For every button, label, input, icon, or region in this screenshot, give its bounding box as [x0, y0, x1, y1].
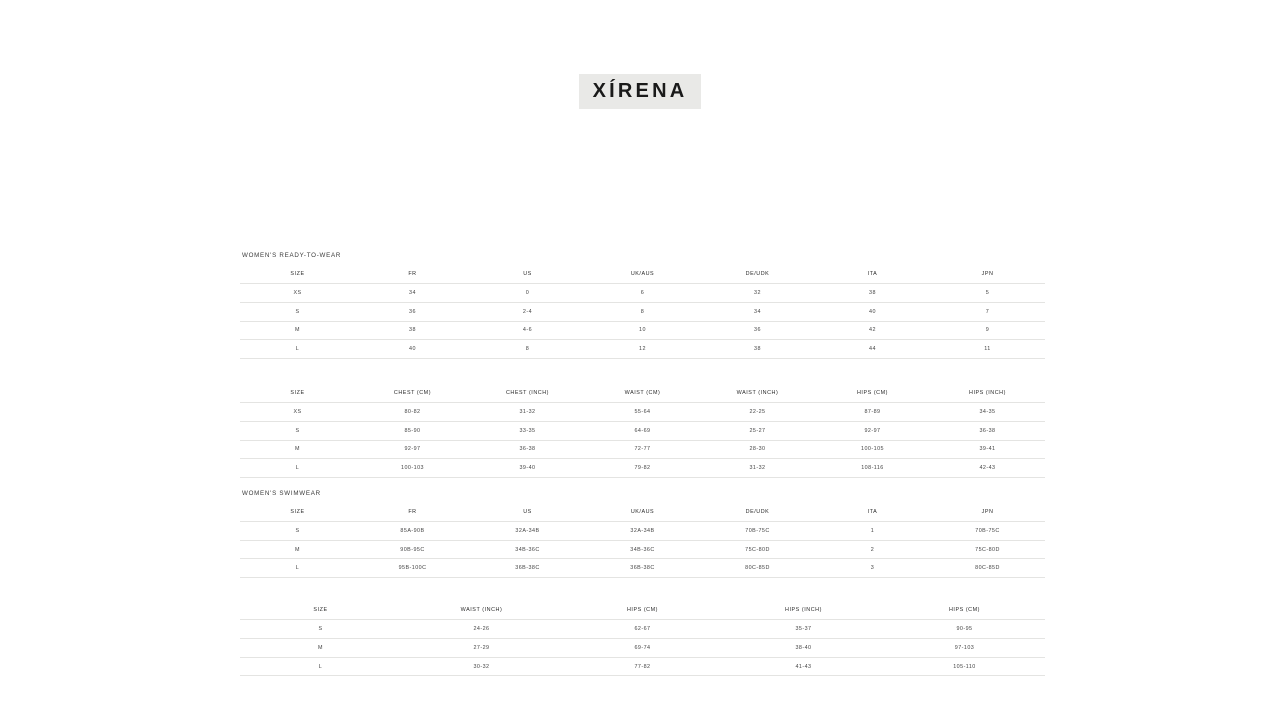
table-cell: 35-37: [723, 620, 884, 639]
table-cell: 36: [700, 321, 815, 340]
table-cell: M: [240, 540, 355, 559]
table-cell: 85-90: [355, 421, 470, 440]
column-header: SIZE: [240, 384, 355, 403]
table-cell: 34B-36C: [470, 540, 585, 559]
table-cell: 31-32: [700, 459, 815, 478]
table-cell: 90-95: [884, 620, 1045, 639]
table-cell: 38: [700, 340, 815, 359]
column-header: SIZE: [240, 601, 401, 620]
table-row: [240, 559, 1045, 578]
table-cell: 4-6: [470, 321, 585, 340]
table-cell: 95B-100C: [355, 559, 470, 578]
table-cell: 3: [815, 559, 930, 578]
table-cell: L: [240, 657, 401, 676]
table-cell: 39-40: [470, 459, 585, 478]
table-cell: 28-30: [700, 440, 815, 459]
table-row: [240, 540, 1045, 559]
table-cell: 72-77: [585, 440, 700, 459]
table-header-row: [240, 265, 1045, 284]
table-cell: 30-32: [401, 657, 562, 676]
table-cell: 105-110: [884, 657, 1045, 676]
table-cell: XS: [240, 284, 355, 303]
table-cell: M: [240, 321, 355, 340]
table-row: [240, 403, 1045, 422]
table-swim-measurements: [240, 601, 1045, 676]
section-womens-swimwear: [240, 490, 1045, 677]
table-cell: 80C-85D: [930, 559, 1045, 578]
table-cell: 34: [355, 284, 470, 303]
table-cell: 41-43: [723, 657, 884, 676]
table-header-row: [240, 503, 1045, 522]
table-cell: 2-4: [470, 302, 585, 321]
table-cell: 8: [470, 340, 585, 359]
table-cell: 42-43: [930, 459, 1045, 478]
table-header-row: [240, 384, 1045, 403]
table-cell: L: [240, 459, 355, 478]
column-header: ITA: [815, 503, 930, 522]
table-row: [240, 620, 1045, 639]
table-cell: 100-103: [355, 459, 470, 478]
table-cell: 90B-95C: [355, 540, 470, 559]
table-cell: 32: [700, 284, 815, 303]
table-cell: 31-32: [470, 403, 585, 422]
table-cell: 40: [355, 340, 470, 359]
column-header: WAIST (INCH): [401, 601, 562, 620]
column-header: US: [470, 503, 585, 522]
table-cell: XS: [240, 403, 355, 422]
table-cell: 100-105: [815, 440, 930, 459]
column-header: CHEST (INCH): [470, 384, 585, 403]
table-rtw-sizes: [240, 265, 1045, 359]
table-cell: 34-35: [930, 403, 1045, 422]
column-header: HIPS (INCH): [930, 384, 1045, 403]
table-cell: 79-82: [585, 459, 700, 478]
table-cell: 44: [815, 340, 930, 359]
table-cell: 36-38: [930, 421, 1045, 440]
table-cell: 62-67: [562, 620, 723, 639]
table-cell: 38: [815, 284, 930, 303]
table-cell: 38: [355, 321, 470, 340]
table-cell: 2: [815, 540, 930, 559]
column-header: JPN: [930, 503, 1045, 522]
brand-logo-container: [0, 74, 1280, 109]
table-cell: 97-103: [884, 639, 1045, 658]
table-cell: 11: [930, 340, 1045, 359]
section-spacer: [240, 478, 1045, 490]
column-header: DE/UDK: [700, 265, 815, 284]
table-cell: M: [240, 639, 401, 658]
table-swim-sizes: [240, 503, 1045, 578]
table-cell: S: [240, 302, 355, 321]
table-row: [240, 284, 1045, 303]
column-header: UK/AUS: [585, 265, 700, 284]
table-cell: 34B-36C: [585, 540, 700, 559]
table-row: [240, 340, 1045, 359]
table-row: [240, 657, 1045, 676]
table-cell: S: [240, 522, 355, 541]
column-header: JPN: [930, 265, 1045, 284]
table-cell: 24-26: [401, 620, 562, 639]
table-cell: S: [240, 421, 355, 440]
table-cell: 108-116: [815, 459, 930, 478]
table-cell: 87-89: [815, 403, 930, 422]
brand-logo: XÍRENA: [579, 74, 702, 109]
table-cell: 7: [930, 302, 1045, 321]
table-cell: 75C-80D: [700, 540, 815, 559]
table-row: [240, 321, 1045, 340]
column-header: FR: [355, 503, 470, 522]
table-cell: 34: [700, 302, 815, 321]
column-header: UK/AUS: [585, 503, 700, 522]
table-cell: 33-35: [470, 421, 585, 440]
table-cell: 55-64: [585, 403, 700, 422]
table-cell: 5: [930, 284, 1045, 303]
table-cell: 69-74: [562, 639, 723, 658]
column-header: DE/UDK: [700, 503, 815, 522]
table-cell: 39-41: [930, 440, 1045, 459]
table-cell: 36: [355, 302, 470, 321]
section-title: WOMEN'S SWIMWEAR: [242, 489, 321, 497]
table-row: [240, 421, 1045, 440]
table-row: [240, 459, 1045, 478]
column-header: CHEST (CM): [355, 384, 470, 403]
section-title: WOMEN'S READY-TO-WEAR: [242, 252, 342, 259]
table-rtw-measurements: [240, 384, 1045, 478]
table-cell: 27-29: [401, 639, 562, 658]
column-header: HIPS (CM): [562, 601, 723, 620]
table-cell: 92-97: [815, 421, 930, 440]
column-header: HIPS (INCH): [723, 601, 884, 620]
column-header: ITA: [815, 265, 930, 284]
table-cell: L: [240, 559, 355, 578]
table-cell: 32A-34B: [585, 522, 700, 541]
table-cell: 70B-75C: [700, 522, 815, 541]
table-cell: 12: [585, 340, 700, 359]
table-cell: 8: [585, 302, 700, 321]
table-row: [240, 639, 1045, 658]
table-cell: 10: [585, 321, 700, 340]
table-cell: 70B-75C: [930, 522, 1045, 541]
column-header: FR: [355, 265, 470, 284]
table-cell: L: [240, 340, 355, 359]
table-cell: 40: [815, 302, 930, 321]
table-cell: 64-69: [585, 421, 700, 440]
table-cell: S: [240, 620, 401, 639]
table-cell: 0: [470, 284, 585, 303]
table-cell: 22-25: [700, 403, 815, 422]
column-header: SIZE: [240, 265, 355, 284]
table-cell: 38-40: [723, 639, 884, 658]
table-cell: 25-27: [700, 421, 815, 440]
table-header-row: [240, 601, 1045, 620]
table-cell: 36B-38C: [585, 559, 700, 578]
size-guide-content: [240, 252, 1045, 676]
table-cell: 6: [585, 284, 700, 303]
table-cell: 80-82: [355, 403, 470, 422]
table-cell: 36B-38C: [470, 559, 585, 578]
section-womens-ready-to-wear: [240, 252, 1045, 478]
table-cell: M: [240, 440, 355, 459]
table-cell: 1: [815, 522, 930, 541]
table-cell: 32A-34B: [470, 522, 585, 541]
table-cell: 80C-85D: [700, 559, 815, 578]
column-header: WAIST (INCH): [700, 384, 815, 403]
table-cell: 85A-90B: [355, 522, 470, 541]
table-cell: 92-97: [355, 440, 470, 459]
table-row: [240, 302, 1045, 321]
table-row: [240, 522, 1045, 541]
table-spacer: [240, 578, 1045, 601]
column-header: HIPS (CM): [884, 601, 1045, 620]
table-cell: 75C-80D: [930, 540, 1045, 559]
table-cell: 42: [815, 321, 930, 340]
table-spacer: [240, 359, 1045, 384]
table-cell: 36-38: [470, 440, 585, 459]
column-header: WAIST (CM): [585, 384, 700, 403]
table-cell: 9: [930, 321, 1045, 340]
column-header: US: [470, 265, 585, 284]
table-cell: 77-82: [562, 657, 723, 676]
column-header: SIZE: [240, 503, 355, 522]
column-header: HIPS (CM): [815, 384, 930, 403]
table-row: [240, 440, 1045, 459]
